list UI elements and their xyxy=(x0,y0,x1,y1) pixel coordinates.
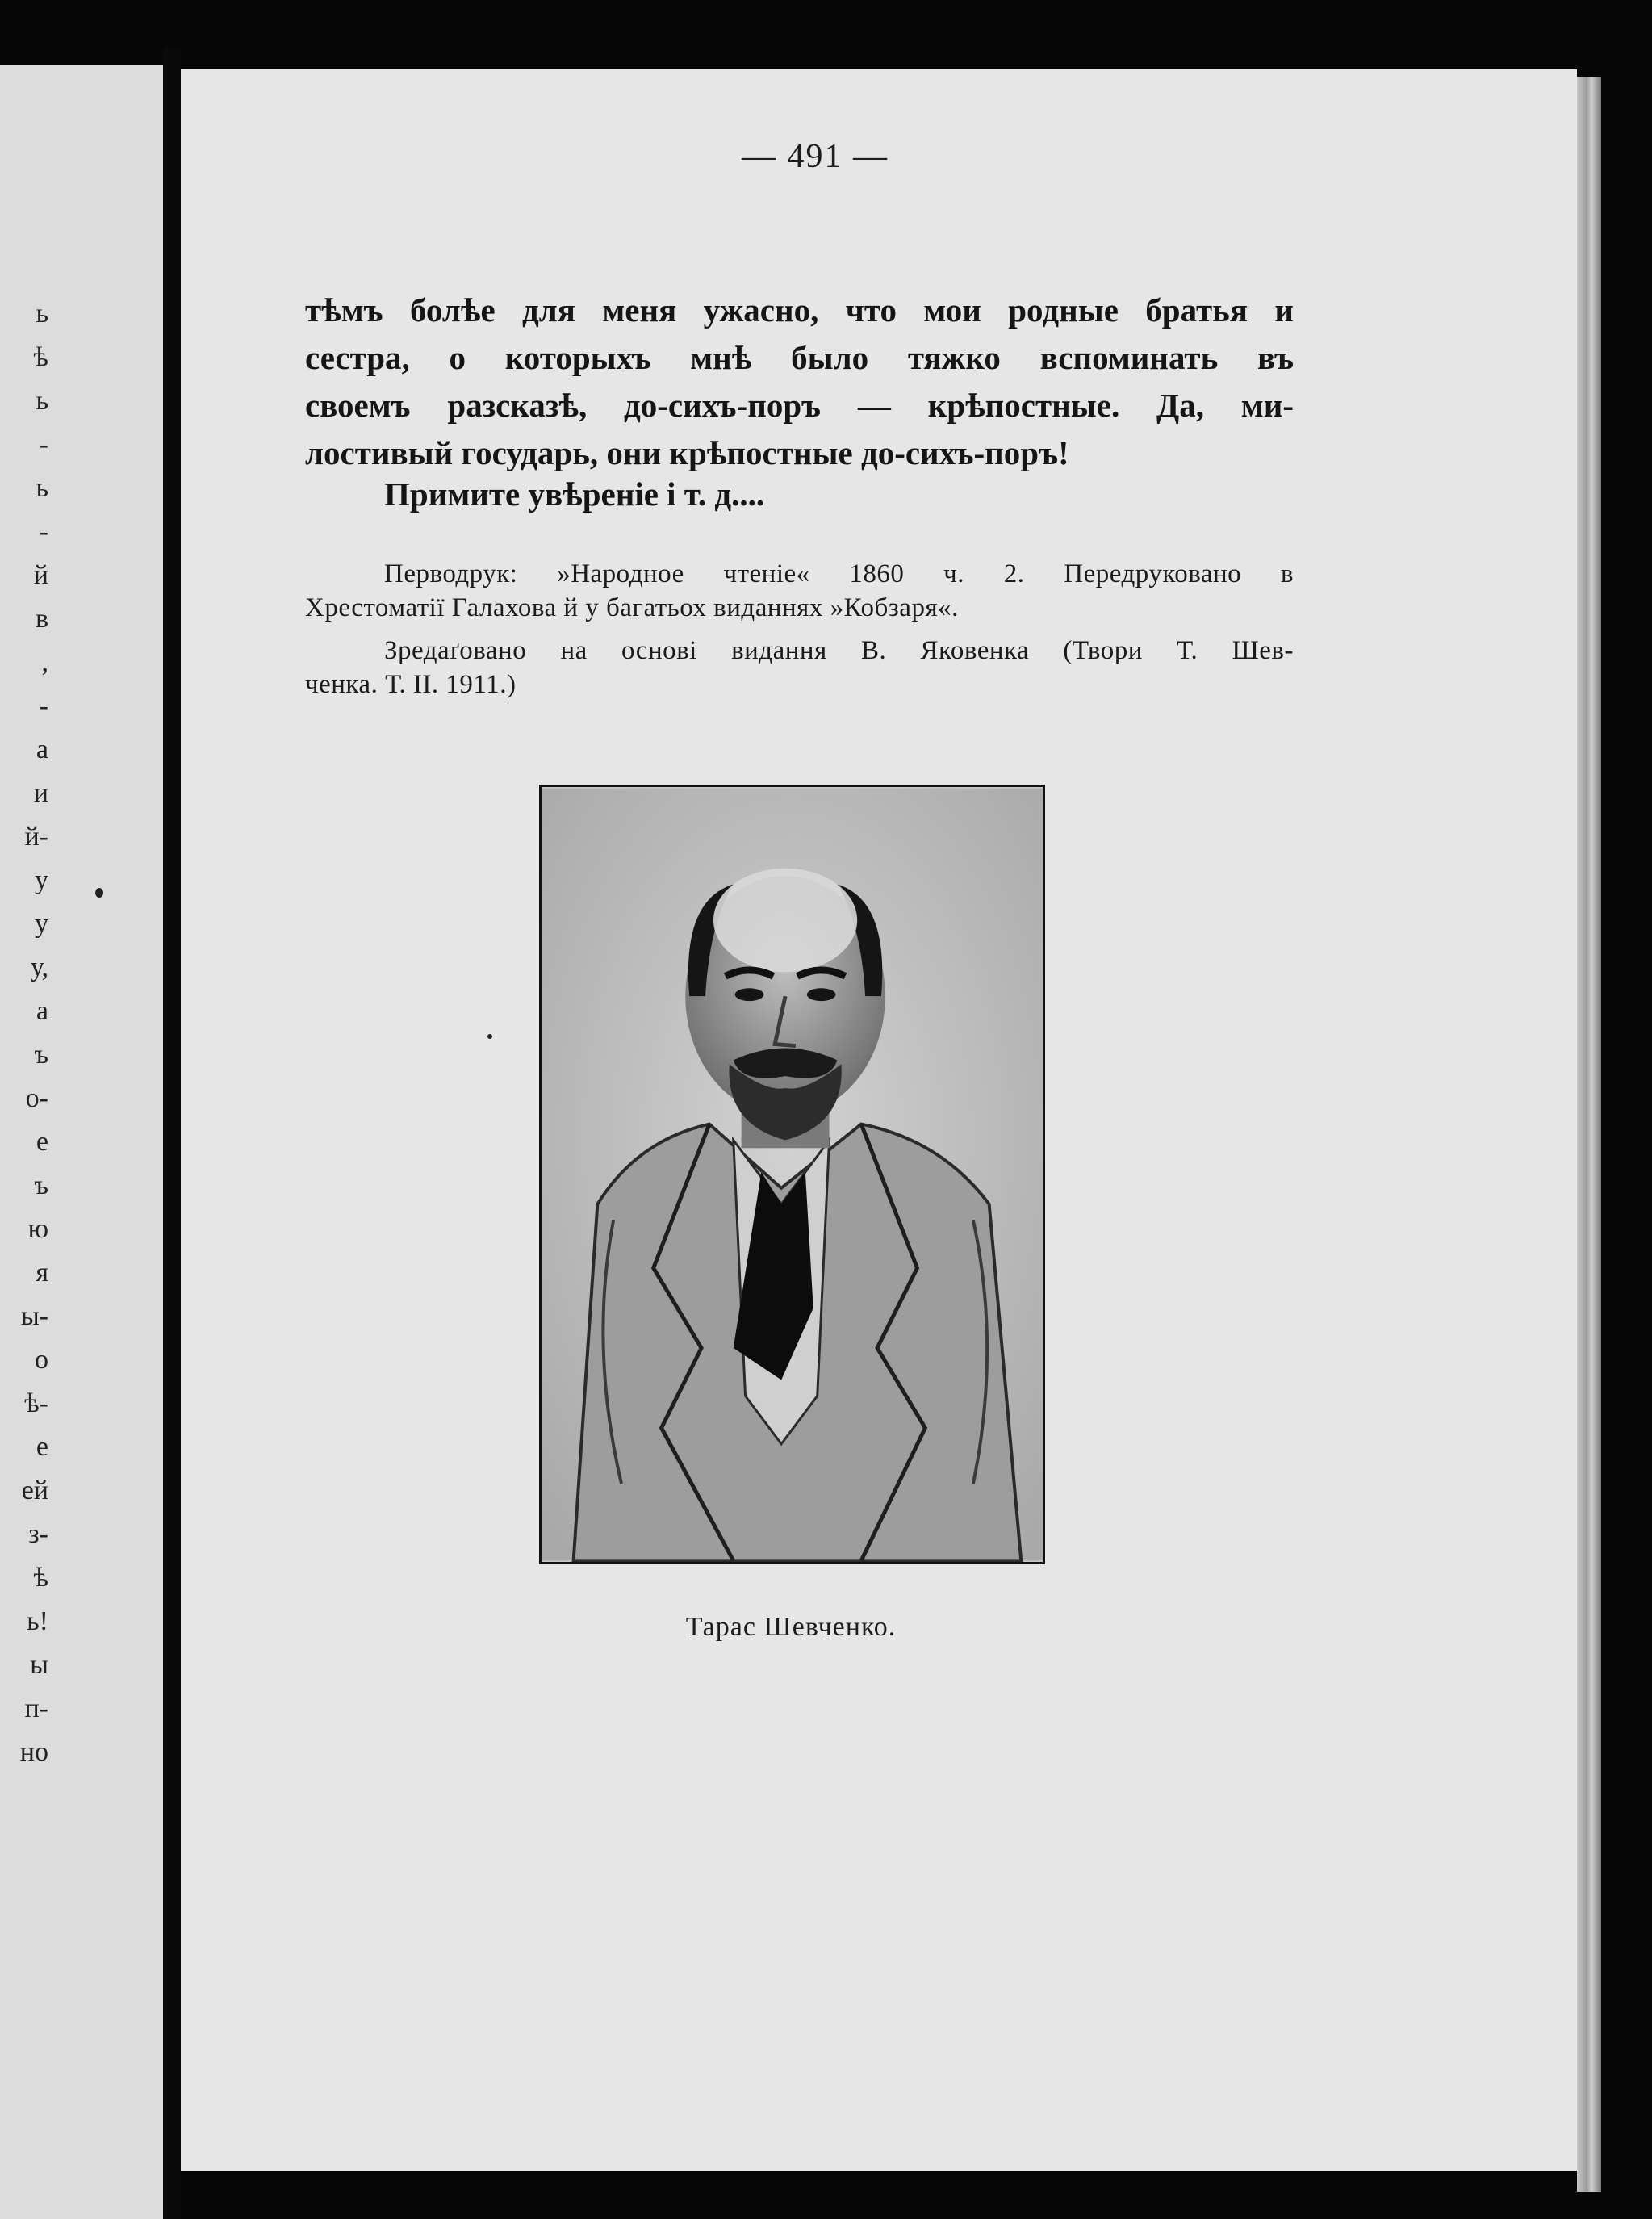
source-note xyxy=(305,557,1294,625)
facing-page-fragment: ъ xyxy=(34,1170,48,1200)
facing-page-fragment: ь xyxy=(36,473,48,503)
facing-page-fragment: - xyxy=(39,517,48,546)
facing-page-fragment: у xyxy=(35,865,48,895)
facing-page-fragment: ь xyxy=(36,299,48,329)
facing-page-fragment: ы xyxy=(30,1650,48,1680)
facing-page-fragment: ы- xyxy=(20,1301,48,1331)
note-line: ченка. Т. II. 1911.) xyxy=(305,670,517,699)
facing-page-fragment: я xyxy=(36,1258,48,1287)
facing-page-text-fragments xyxy=(0,65,48,2219)
facing-page-fragment: ѣ- xyxy=(24,1388,48,1418)
note-line: Хрестоматії Галахова й у багатьох виданнях »Кобзаря«. xyxy=(305,593,959,622)
portrait-image xyxy=(539,785,1045,1564)
facing-page-fragment: ю xyxy=(27,1214,48,1244)
body-line: своемъ разсказѣ, до-сихъ-поръ — крѣпостные. Да, ми- xyxy=(305,387,1294,424)
facing-page-fragment: е xyxy=(36,1127,48,1157)
facing-page-fragment: о xyxy=(35,1345,48,1375)
book-gutter xyxy=(163,48,181,2219)
note-line: Перводрук: »Народное чтеніе« 1860 ч. 2. Передруковано в xyxy=(384,559,1294,588)
editing-note xyxy=(305,634,1294,701)
facing-page-fragment: ь! xyxy=(27,1606,48,1636)
facing-page-fragment: у, xyxy=(30,952,48,982)
facing-page-fragment: ѣ xyxy=(33,1563,48,1593)
facing-page-fragment: з- xyxy=(28,1519,48,1549)
facing-page-fragment: - xyxy=(39,691,48,721)
facing-page-fragment: п- xyxy=(24,1694,48,1723)
page-edge xyxy=(1577,77,1601,2192)
body-line: лостивый государь, они крѣпостные до-сихъ-поръ! xyxy=(305,434,1069,471)
facing-page-fragment: а xyxy=(36,735,48,764)
facing-page-fragment: , xyxy=(41,647,48,677)
facing-page-fragment: е xyxy=(36,1432,48,1462)
facing-page-fragment: ей xyxy=(21,1476,48,1505)
facing-page-fragment: и xyxy=(33,778,48,808)
facing-page-fragment: ѣ xyxy=(33,342,48,372)
note-line: Зредаґовано на основі видання В. Яковенка (Твори Т. Шев- xyxy=(384,636,1294,665)
body-line: тѣмъ болѣе для меня ужасно, что мои родные братья и xyxy=(305,291,1294,329)
facing-page-fragment: й xyxy=(33,560,48,590)
page-number: — 491 — xyxy=(742,138,889,175)
facing-page-fragment: но xyxy=(19,1737,48,1767)
scan-speck xyxy=(95,888,103,898)
facing-page xyxy=(0,65,163,2219)
portrait-illustration xyxy=(542,787,1043,1562)
facing-page-fragment: й- xyxy=(24,822,48,852)
facing-page-fragment: о- xyxy=(25,1083,48,1113)
body-paragraph xyxy=(305,287,1294,477)
facing-page-fragment: в xyxy=(35,604,48,634)
facing-page-fragment: ъ xyxy=(34,1040,48,1070)
facing-page-fragment: у xyxy=(35,909,48,939)
closing-line: Примите увѣреніе і т. д.... xyxy=(384,475,765,513)
portrait-caption: Тарас Шевченко. xyxy=(685,1612,897,1642)
facing-page-fragment: а xyxy=(36,996,48,1026)
scan-speck xyxy=(487,1034,492,1039)
facing-page-fragment: - xyxy=(39,429,48,459)
facing-page-fragment: ь xyxy=(36,386,48,416)
body-line: сестра, о которыхъ мнѣ было тяжко вспоминать въ xyxy=(305,339,1294,376)
